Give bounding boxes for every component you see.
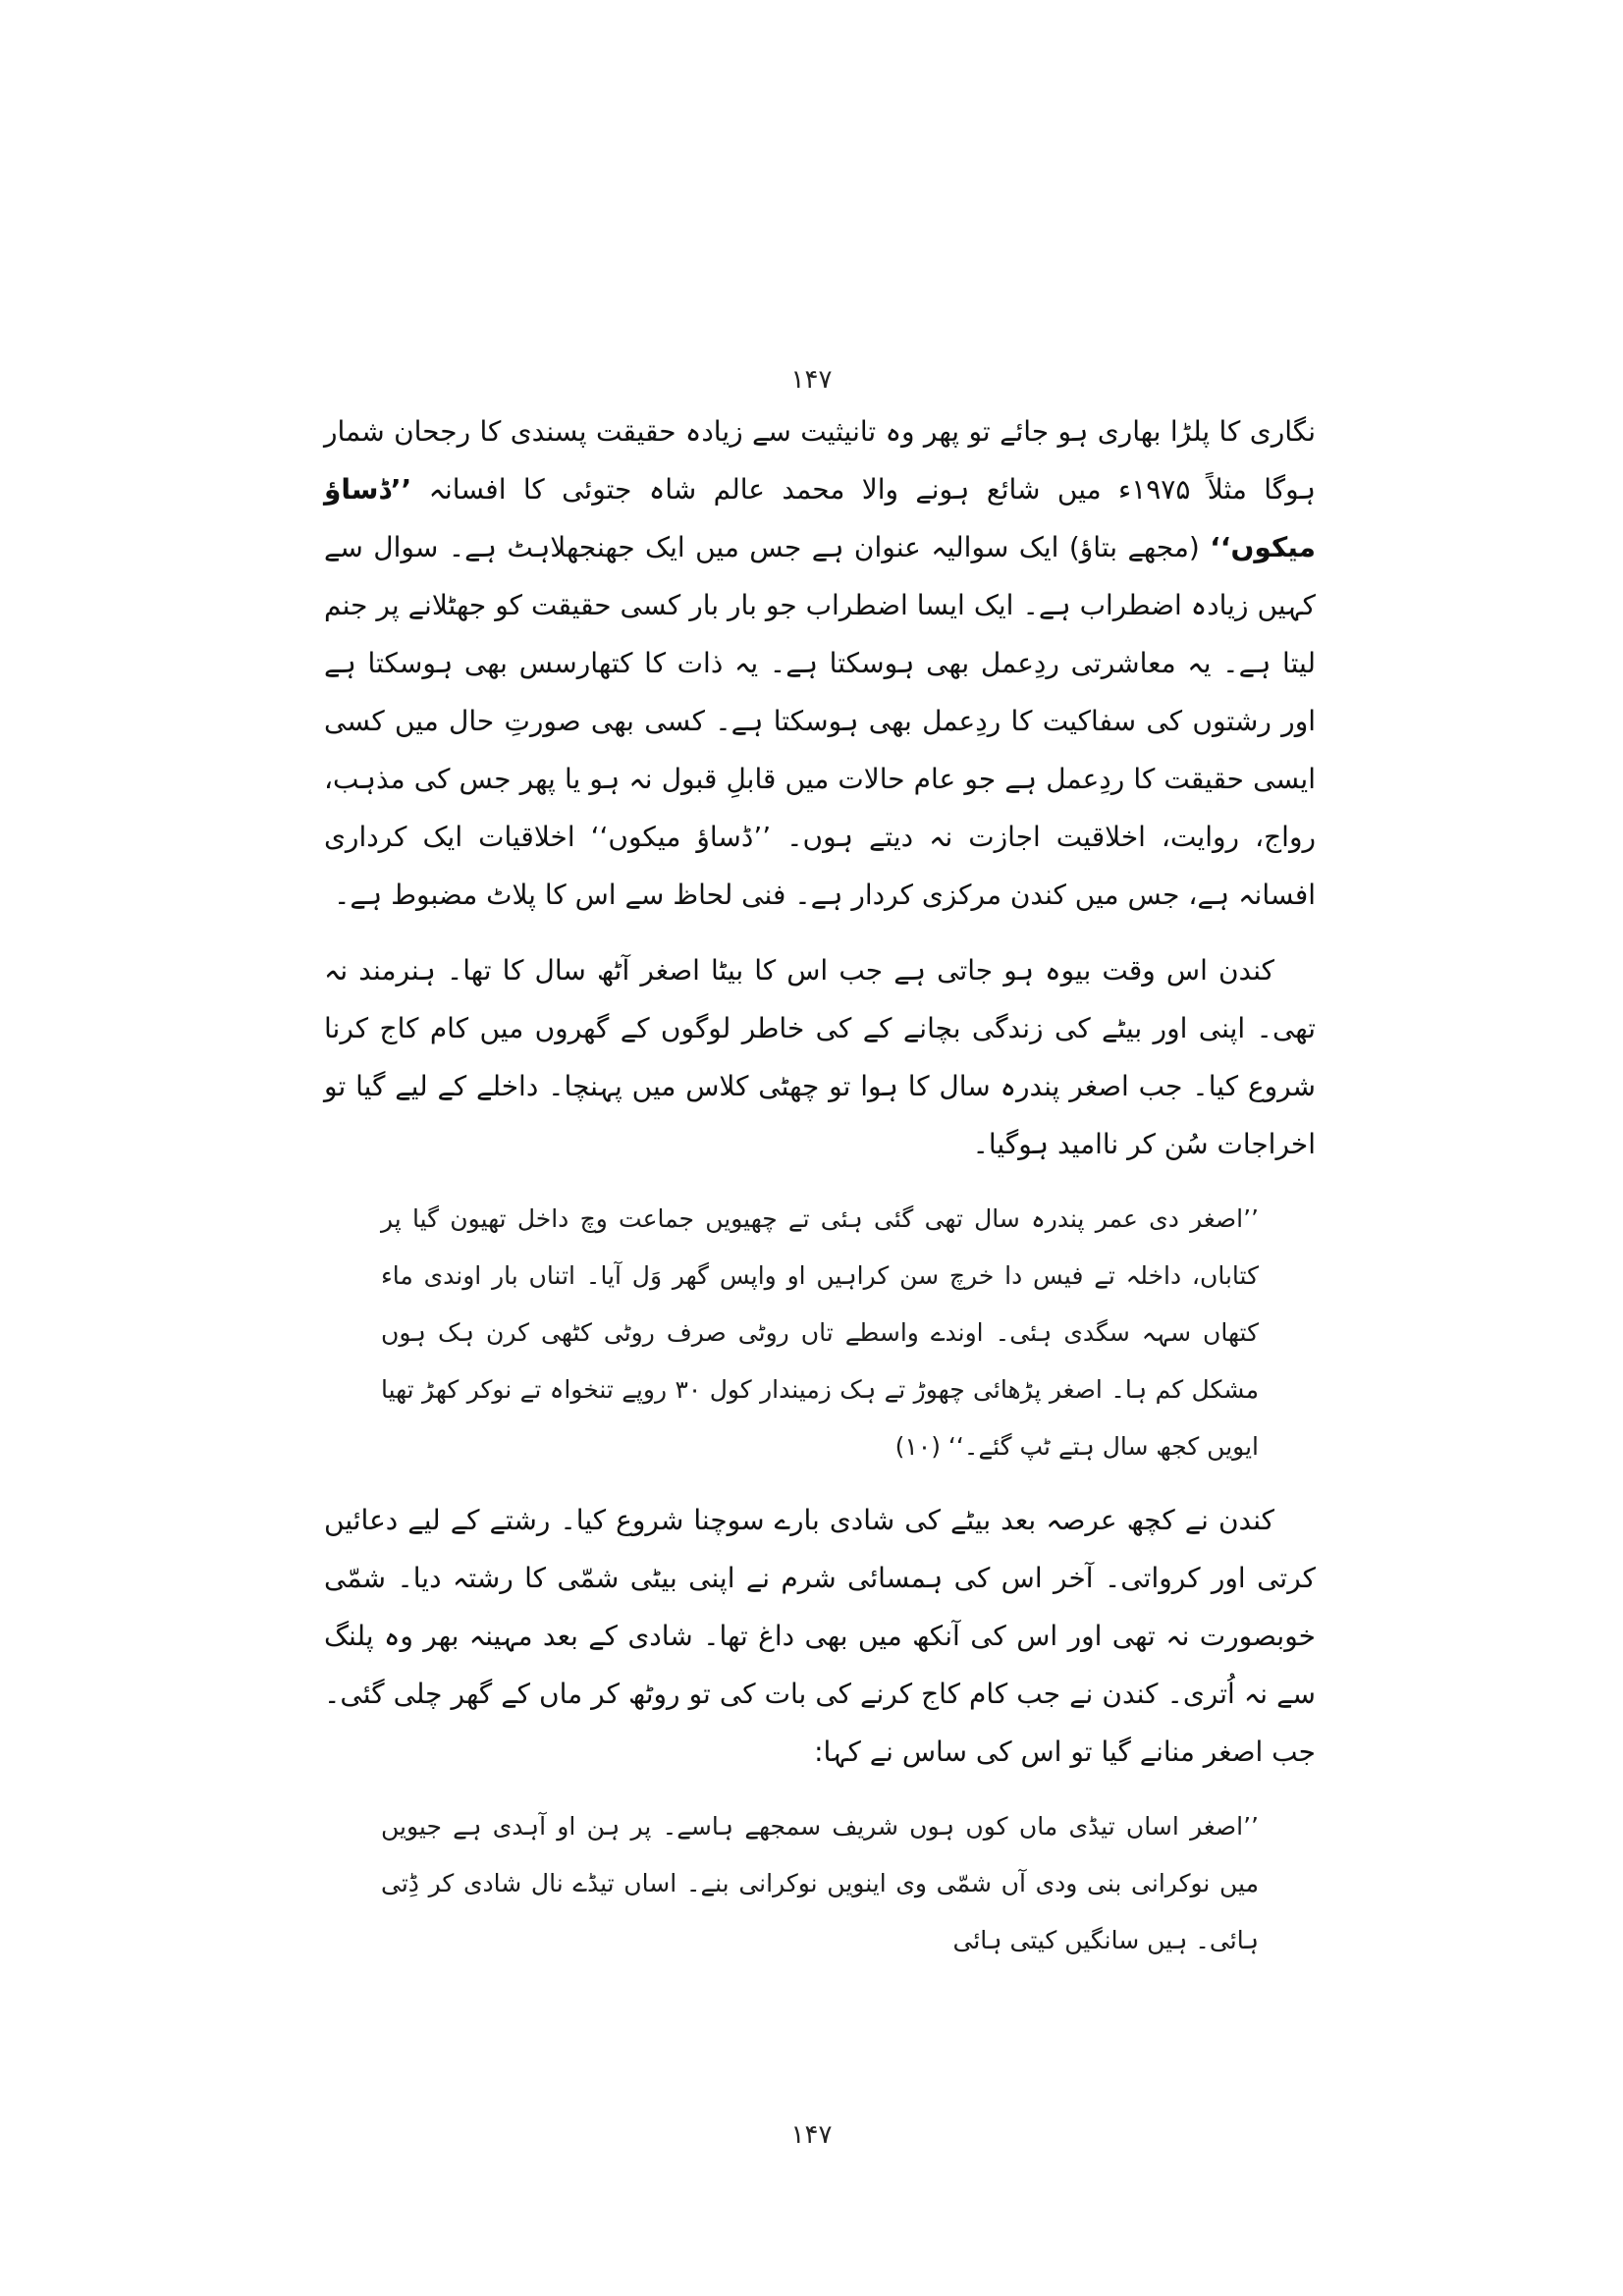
paragraph-intro-part-1: نگاری کا پلڑا بھاری ہو جائے تو پھر وہ تانیثیت سے زیادہ حقیقت پسندی کا رجحان شمار ہوگا مثلاً ۱۹۷۵ء میں شائع ہونے والا محمد عالم شاہ جتوئی کا افسانہ (324, 415, 1317, 506)
block-quote-1: ’’اصغر دی عمر پندرہ سال تھی گئی ہئی تے چھیویں جماعت وچ داخل تھیون گیا پر کتاباں، داخلہ تے فیس دا خرچ سن کراہیں او واپس گھر وَل آیا۔ اتناں بار اوندی ماء کتھاں سہہ سگدی ہئی۔ اوندے واسطے تاں روٹی صرف روٹی کٹھی کرن ہک ہوں مشکل کم ہا۔ اصغر پڑھائی چھوڑ تے ہک زمیندار کول ۳۰ روپے تنخواہ تے نوکر کھڑ تھیا ایویں کجھ سال ہتے ٹپ گئے۔‘‘ (۱۰) (381, 1204, 1259, 1461)
paragraph-intro-part-2: (مجھے بتاؤ) ایک سوالیہ عنوان ہے جس میں ایک جھنجھلاہٹ ہے۔ سوال سے کہیں زیادہ اضطراب ہے۔ ایک ایسا اضطراب جو بار بار کسی حقیقت کو جھٹلانے پر جنم لیتا ہے۔ یہ معاشرتی ردِعمل بھی ہوسکتا ہے۔ یہ ذات کا کتھارسس بھی ہوسکتا ہے اور رشتوں کی سفاکیت کا ردِعمل بھی ہوسکتا ہے۔ کسی بھی صورتِ حال میں کسی ایسی حقیقت کا ردِعمل ہے جو عام حالات میں قابلِ قبول نہ ہو یا پھر جس کی مذہب، رواج، روایت، اخلاقیت اجازت نہ دیتے ہوں۔ ’’ڈساؤ میکوں‘‘ اخلاقیات ایک کرداری افسانہ ہے، جس میں کندن مرکزی کردار ہے۔ فنی لحاظ سے اس کا پلاٹ مضبوط ہے۔ (324, 531, 1316, 911)
paragraph-marriage: کندن نے کچھ عرصہ بعد بیٹے کی شادی بارے سوچنا شروع کیا۔ رشتے کے لیے دعائیں کرتی اور کرواتی۔ آخر اس کی ہمسائی شرم نے اپنی بیٹی شمّی کا رشتہ دیا۔ شمّی خوبصورت نہ تھی اور اس کی آنکھ میں بھی داغ تھا۔ شادی کے بعد مہینہ بھر وہ پلنگ سے نہ اُتری۔ کندن نے جب کام کاج کرنے کی بات کی تو روٹھ کر ماں کے گھر چلی گئی۔ جب اصغر منانے گیا تو اس کی ساس نے کہا: (324, 1504, 1316, 1768)
story-title-emphasis: ’’ڈساؤ میکوں‘‘ (324, 473, 1316, 563)
block-quote-2: ’’اصغر اساں تیڈی ماں کوں ہوں شریف سمجھے ہاسے۔ پر ہن او آہدی ہے جیویں میں نوکرانی بنی ودی آں شمّی وی اینویں نوکرانی بنے۔ اساں تیڈے نال شادی کر ڈِتی ہائی۔ ہیں سانگیں کیتی ہائی (381, 1812, 1259, 1954)
paragraph-kundan-widow: کندن اس وقت بیوہ ہو جاتی ہے جب اس کا بیٹا اصغر آٹھ سال کا تھا۔ ہنرمند نہ تھی۔ اپنی اور بیٹے کی زندگی بچانے کے کی خاطر لوگوں کے گھروں میں کام کاج کرنا شروع کیا۔ جب اصغر پندرہ سال کا ہوا تو چھٹی کلاس میں پہنچا۔ داخلے کے لیے گیا تو اخراجات سُن کر ناامید ہوگیا۔ (324, 954, 1316, 1160)
page-number-top: ۱۴۷ (790, 365, 833, 395)
paragraph-intro (324, 402, 1316, 924)
page-number-bottom: ۱۴۷ (790, 2120, 833, 2150)
body-text (324, 402, 1316, 1985)
